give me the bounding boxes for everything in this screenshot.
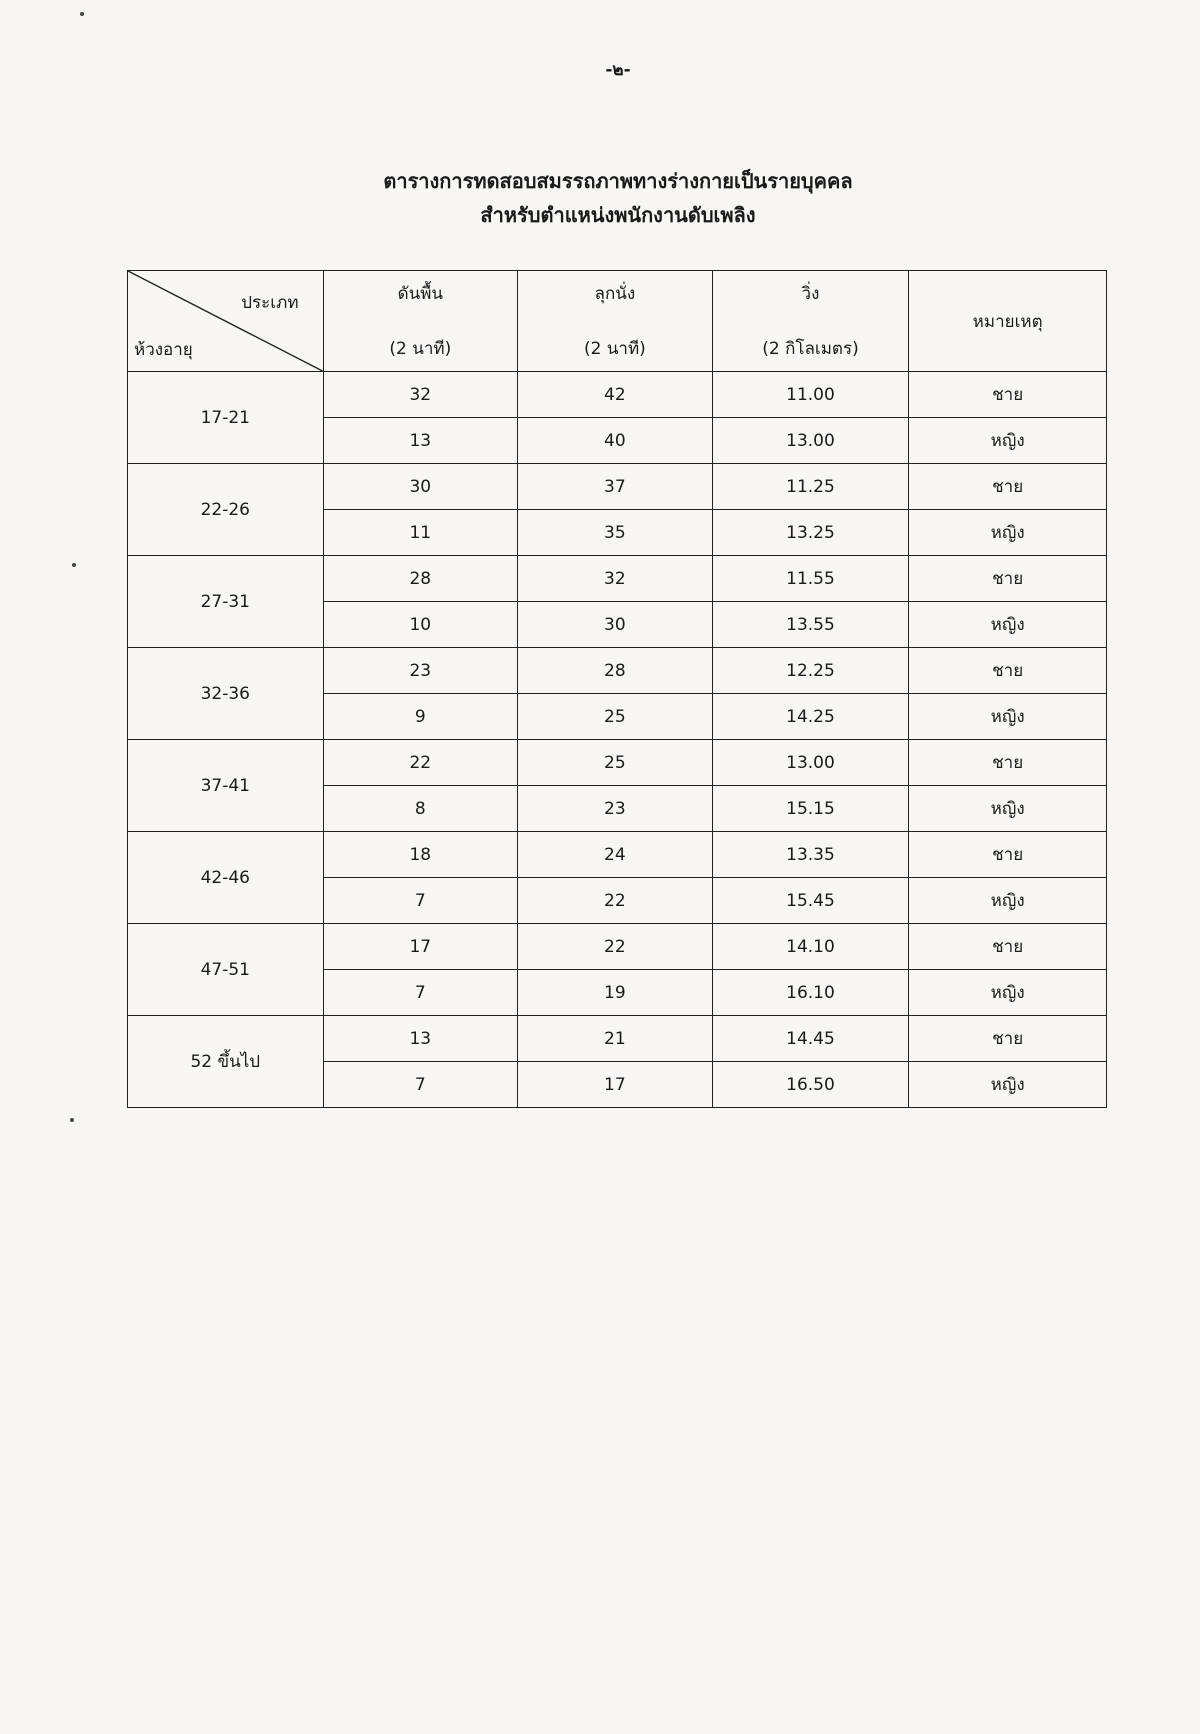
fitness-test-table: [127, 270, 1107, 1108]
age-range-cell: 22-26: [128, 464, 324, 556]
note-cell: หญิง: [909, 694, 1107, 740]
note-cell: ชาย: [909, 1016, 1107, 1062]
table-row: [128, 740, 1107, 786]
pushup-cell: 22: [323, 740, 518, 786]
corner-header-cell: [128, 271, 324, 372]
header-situp: [518, 271, 713, 372]
header-run: [712, 271, 909, 372]
note-cell: ชาย: [909, 372, 1107, 418]
note-cell: ชาย: [909, 924, 1107, 970]
title-line-1: ตารางการทดสอบสมรรถภาพทางร่างกายเป็นรายบุคคล: [383, 169, 853, 193]
run-cell: 11.55: [712, 556, 909, 602]
situp-cell: 37: [518, 464, 713, 510]
note-cell: หญิง: [909, 970, 1107, 1016]
pushup-cell: 13: [323, 1016, 518, 1062]
run-cell: 14.45: [712, 1016, 909, 1062]
scan-speck: [80, 12, 84, 16]
run-cell: 13.25: [712, 510, 909, 556]
age-range-cell: 47-51: [128, 924, 324, 1016]
pushup-cell: 18: [323, 832, 518, 878]
situp-cell: 21: [518, 1016, 713, 1062]
age-range-cell: 27-31: [128, 556, 324, 648]
run-cell: 13.00: [712, 418, 909, 464]
age-range-cell: 37-41: [128, 740, 324, 832]
pushup-cell: 28: [323, 556, 518, 602]
pushup-cell: 7: [323, 970, 518, 1016]
document-title: [0, 164, 1200, 232]
note-cell: ชาย: [909, 832, 1107, 878]
header-note-label: หมายเหตุ: [972, 311, 1043, 332]
pushup-cell: 9: [323, 694, 518, 740]
run-cell: 11.25: [712, 464, 909, 510]
table-row: [128, 556, 1107, 602]
scan-speck: [72, 563, 76, 567]
corner-age-label: ห้วงอายุ: [134, 340, 193, 360]
note-cell: ชาย: [909, 740, 1107, 786]
pushup-cell: 11: [323, 510, 518, 556]
pushup-cell: 10: [323, 602, 518, 648]
situp-cell: 25: [518, 740, 713, 786]
situp-cell: 35: [518, 510, 713, 556]
run-cell: 11.00: [712, 372, 909, 418]
pushup-cell: 23: [323, 648, 518, 694]
note-cell: ชาย: [909, 648, 1107, 694]
run-cell: 12.25: [712, 648, 909, 694]
situp-cell: 30: [518, 602, 713, 648]
table-row: [128, 464, 1107, 510]
table-row: [128, 924, 1107, 970]
page-number: -๒-: [605, 60, 631, 80]
note-cell: หญิง: [909, 602, 1107, 648]
age-range-cell: 52 ขึ้นไป: [128, 1016, 324, 1108]
situp-cell: 23: [518, 786, 713, 832]
pushup-cell: 8: [323, 786, 518, 832]
table-row: [128, 372, 1107, 418]
run-cell: 14.25: [712, 694, 909, 740]
table-row: [128, 832, 1107, 878]
note-cell: ชาย: [909, 464, 1107, 510]
run-cell: 13.00: [712, 740, 909, 786]
table-row: [128, 648, 1107, 694]
situp-cell: 32: [518, 556, 713, 602]
situp-cell: 42: [518, 372, 713, 418]
run-cell: 13.35: [712, 832, 909, 878]
header-situp-unit: (2 นาที): [583, 339, 646, 359]
header-situp-label: ลุกนั่ง: [594, 284, 636, 304]
age-range-cell: 17-21: [128, 372, 324, 464]
situp-cell: 22: [518, 924, 713, 970]
run-cell: 13.55: [712, 602, 909, 648]
note-cell: หญิง: [909, 878, 1107, 924]
title-line-2: สำหรับตำแหน่งพนักงานดับเพลิง: [480, 203, 756, 227]
table-header-row: [128, 271, 1107, 372]
age-range-cell: 42-46: [128, 832, 324, 924]
pushup-cell: 13: [323, 418, 518, 464]
situp-cell: 22: [518, 878, 713, 924]
situp-cell: 24: [518, 832, 713, 878]
pushup-cell: 30: [323, 464, 518, 510]
header-run-unit: (2 กิโลเมตร): [762, 339, 859, 359]
situp-cell: 19: [518, 970, 713, 1016]
scan-speck: [70, 1118, 74, 1122]
note-cell: หญิง: [909, 510, 1107, 556]
run-cell: 15.45: [712, 878, 909, 924]
header-pushup-label: ดันพื้น: [397, 284, 444, 304]
note-cell: หญิง: [909, 786, 1107, 832]
run-cell: 14.10: [712, 924, 909, 970]
header-pushup-unit: (2 นาที): [389, 339, 452, 359]
header-pushup: [323, 271, 518, 372]
situp-cell: 25: [518, 694, 713, 740]
run-cell: 16.50: [712, 1062, 909, 1108]
age-range-cell: 32-36: [128, 648, 324, 740]
run-cell: 16.10: [712, 970, 909, 1016]
situp-cell: 17: [518, 1062, 713, 1108]
header-run-label: วิ่ง: [801, 284, 820, 304]
corner-type-label: ประเภท: [241, 293, 299, 313]
pushup-cell: 32: [323, 372, 518, 418]
situp-cell: 40: [518, 418, 713, 464]
pushup-cell: 7: [323, 878, 518, 924]
note-cell: หญิง: [909, 1062, 1107, 1108]
header-note: [909, 271, 1107, 372]
table-body: [128, 372, 1107, 1108]
pushup-cell: 17: [323, 924, 518, 970]
run-cell: 15.15: [712, 786, 909, 832]
situp-cell: 28: [518, 648, 713, 694]
table-row: [128, 1016, 1107, 1062]
note-cell: หญิง: [909, 418, 1107, 464]
pushup-cell: 7: [323, 1062, 518, 1108]
note-cell: ชาย: [909, 556, 1107, 602]
